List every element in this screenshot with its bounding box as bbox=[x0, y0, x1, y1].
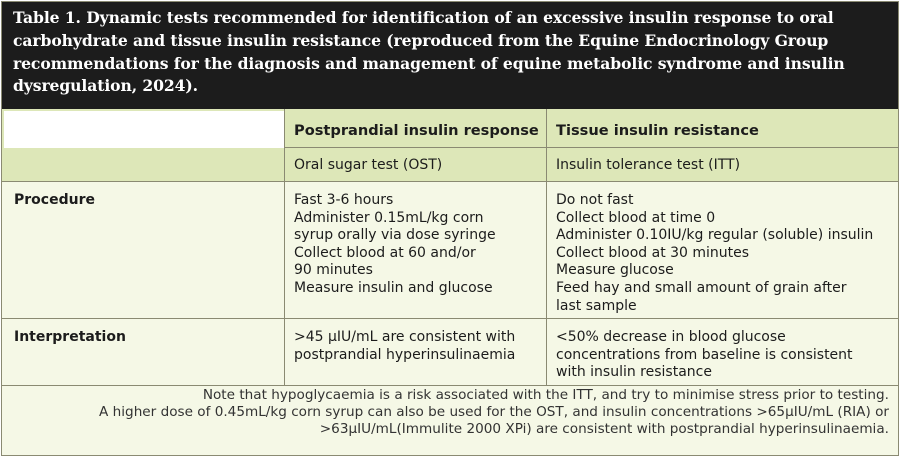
procedure-itt-line: last sample bbox=[556, 297, 637, 314]
procedure-ost-line: Fast 3-6 hours bbox=[294, 192, 394, 208]
table-title-line: Table 1. Dynamic tests recommended for identification of an excessive insulin response to oral bbox=[13, 8, 834, 27]
divider bbox=[2, 318, 898, 319]
interpretation-ost-line: postprandial hyperinsulinaemia bbox=[294, 346, 516, 363]
interpretation-itt-line: concentrations from baseline is consistent bbox=[556, 346, 853, 363]
procedure-itt-line: Feed hay and small amount of grain after bbox=[556, 279, 847, 296]
procedure-itt-line: Do not fast bbox=[556, 192, 634, 208]
procedure-itt-line: Administer 0.10IU/kg regular (soluble) insulin bbox=[556, 227, 874, 244]
procedure-ost-line: syrup orally via dose syringe bbox=[294, 227, 496, 244]
interpretation-itt-line: with insulin resistance bbox=[556, 364, 712, 381]
interpretation-itt-line: <50% decrease in blood glucose bbox=[556, 329, 786, 345]
table-title-line: dysregulation, 2024). bbox=[13, 76, 198, 96]
row-label-interpretation: Interpretation bbox=[14, 329, 126, 345]
procedure-itt-line: Collect blood at 30 minutes bbox=[556, 244, 750, 261]
empty-corner-cell bbox=[4, 111, 284, 148]
table-frame bbox=[1, 1, 899, 456]
divider bbox=[2, 181, 898, 182]
procedure-itt-line: Collect blood at time 0 bbox=[556, 209, 716, 226]
procedure-ost-cell bbox=[286, 192, 546, 298]
divider bbox=[2, 385, 898, 386]
footnote-line: A higher dose of 0.45mL/kg corn syrup can also be used for the OST, and insulin concentrations >65µIU/mL (RIA) or bbox=[99, 404, 889, 420]
divider bbox=[284, 109, 285, 385]
interpretation-ost-line: >45 µIU/mL are consistent with bbox=[294, 329, 516, 345]
column-subheading-itt: Insulin tolerance test (ITT) bbox=[556, 157, 741, 173]
interpretation-itt-cell bbox=[548, 329, 898, 382]
table-title bbox=[2, 2, 898, 109]
procedure-ost-line: Administer 0.15mL/kg corn bbox=[294, 209, 484, 226]
procedure-ost-line: Measure insulin and glucose bbox=[294, 279, 493, 296]
column-subheading-ost: Oral sugar test (OST) bbox=[294, 157, 443, 173]
procedure-itt-line: Measure glucose bbox=[556, 262, 674, 279]
divider bbox=[546, 109, 547, 385]
row-label-procedure: Procedure bbox=[14, 192, 95, 208]
divider bbox=[284, 147, 898, 148]
column-heading-ost: Postprandial insulin response bbox=[294, 122, 539, 139]
table-title-line: recommendations for the diagnosis and management of equine metabolic syndrome and insulin bbox=[13, 53, 845, 73]
column-heading-itt: Tissue insulin resistance bbox=[556, 122, 759, 139]
footnote-line: Note that hypoglycaemia is a risk associated with the ITT, and try to minimise stress prior to testing. bbox=[202, 387, 889, 403]
procedure-itt-cell bbox=[548, 192, 898, 315]
table-footnote bbox=[2, 387, 889, 438]
procedure-ost-line: 90 minutes bbox=[294, 262, 373, 279]
table-title-line: carbohydrate and tissue insulin resistance (reproduced from the Equine Endocrinology Group bbox=[13, 30, 829, 50]
interpretation-ost-cell bbox=[286, 329, 546, 364]
procedure-ost-line: Collect blood at 60 and/or bbox=[294, 244, 476, 261]
footnote-line: >63µIU/mL(Immulite 2000 XPi) are consistent with postprandial hyperinsulinaemia. bbox=[319, 421, 889, 437]
